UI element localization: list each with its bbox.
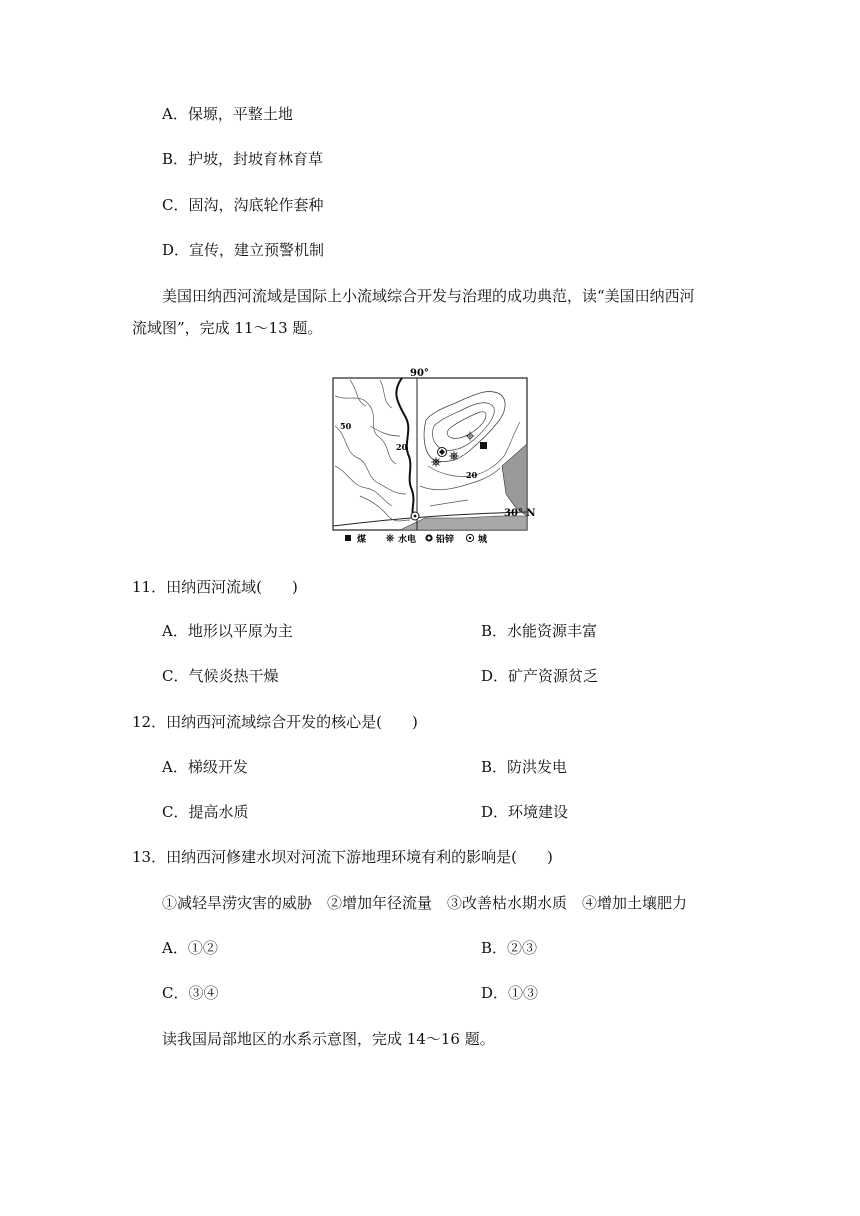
q11-stem: 11．田纳西河流域( ) (132, 578, 298, 596)
legend-coal-icon (345, 535, 351, 541)
tennessee-river-basin-map (330, 366, 540, 550)
q13-option-a: A．①② (162, 939, 218, 957)
intro-line-2: 流域图”，完成 11～13 题。 (132, 319, 323, 337)
legend-lead-zinc-icon (425, 534, 432, 541)
q13-option-c: C．③④ (162, 984, 219, 1002)
city-icon-map (411, 512, 419, 520)
contour-label-50: 50 (340, 421, 352, 431)
prev-option-d: D．宣传，建立预警机制 (162, 241, 325, 259)
intro-line-1: 美国田纳西河流域是国际上小流域综合开发与治理的成功典范，读“美国田纳西河 (162, 287, 695, 305)
q11-option-b: B．水能资源丰富 (481, 622, 598, 640)
legend-coal-label: 煤 (357, 535, 367, 545)
prev-option-c: C．固沟，沟底轮作套种 (162, 196, 324, 214)
prev-option-a: A．保塬，平整土地 (162, 105, 293, 123)
q12-option-b: B．防洪发电 (481, 758, 568, 776)
coal-icon-map (480, 442, 487, 449)
q13-items: ①减轻旱涝灾害的威胁 ②增加年径流量 ③改善枯水期水质 ④增加土壤肥力 (162, 894, 688, 912)
q12-option-a: A．梯级开发 (162, 758, 248, 776)
map-frame (333, 378, 527, 530)
q11-option-d: D．矿产资源贫乏 (481, 667, 599, 685)
legend-hydro-icon (386, 534, 395, 543)
legend-lead-zinc-label: 铅锌 (436, 535, 455, 545)
legend-city-label: 城 (478, 535, 488, 545)
q12-option-c: C．提高水质 (162, 803, 249, 821)
prev-option-b: B．护坡，封坡育林育草 (162, 150, 324, 168)
legend-city-icon (466, 534, 473, 541)
lon-label: 90° (410, 368, 429, 379)
next-intro: 读我国局部地区的水系示意图，完成 14～16 题。 (162, 1030, 495, 1048)
q13-option-b: B．②③ (481, 939, 538, 957)
contour-label-20a: 20 (396, 442, 408, 452)
legend-hydro-label: 水电 (398, 535, 417, 545)
q12-option-d: D．环境建设 (481, 803, 569, 821)
contour-label-20b: 20 (466, 470, 478, 480)
q11-option-c: C．气候炎热干燥 (162, 667, 279, 685)
q11-option-a: A．地形以平原为主 (162, 622, 293, 640)
lead-zinc-icon-map (438, 448, 447, 457)
hydro-icon-2 (449, 451, 459, 461)
q13-stem: 13．田纳西河修建水坝对河流下游地理环境有利的影响是( ) (132, 848, 553, 866)
q12-stem: 12．田纳西河流域综合开发的核心是( ) (132, 713, 418, 731)
hydro-icon-1 (431, 457, 441, 467)
q13-option-d: D．①③ (481, 984, 539, 1002)
lat-label: 30° N (504, 508, 536, 519)
